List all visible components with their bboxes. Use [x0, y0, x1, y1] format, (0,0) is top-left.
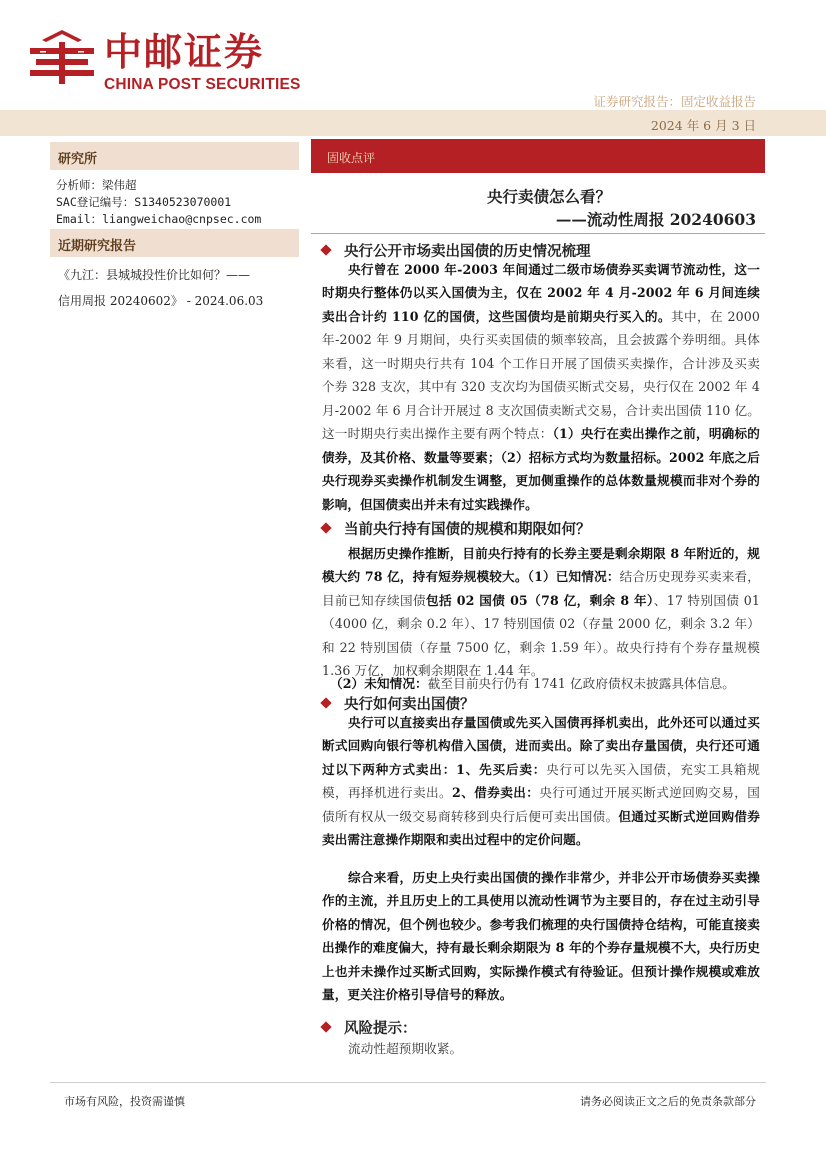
section-bullet-icon	[320, 522, 331, 533]
section-paragraph	[322, 542, 760, 683]
section-heading-text: 当前央行持有国债的规模和期限如何？	[344, 521, 591, 538]
brand-name-chinese: 中邮证券	[104, 30, 265, 74]
emphasis-text: （2）未知情况：	[330, 676, 428, 691]
institute-title: 研究所	[58, 152, 98, 167]
section-heading-text: 央行公开市场卖出国债的历史情况梳理	[344, 243, 591, 260]
section-bullet-icon	[320, 244, 331, 255]
section-heading	[322, 518, 591, 539]
emphasis-text: （1）央行在卖出操作之前，明确标的债券，及其价格、数量等要素；（2）招标方式均为数量招标。2002 年底之后央行现券买卖操作机制发生调整，更加侧重操作的总体数量规模而非对个券的影响，但国债卖出并未有过实践操作。	[322, 426, 760, 512]
body-text: 流动性超预期收紧。	[348, 1041, 463, 1056]
brand-name-english: CHINA POST SECURITIES	[104, 76, 301, 93]
body-text: 、17 特别国债 01（4000 亿，剩余 0.2 年）、17 特别国债 02（存量 2000 亿，剩余 3.2 年）和 22 特别国债（存量 7500 亿，剩余 1.59 年）。故央行持有个券存量规模 1.36 万亿，加权剩余期限在 1.44 年。	[322, 592, 760, 679]
section-bullet-icon	[320, 697, 331, 708]
footer-risk-notice: 市场有风险，投资需谨慎	[64, 1095, 185, 1108]
institute-box	[50, 142, 299, 170]
emphasis-text: 综合来看，历史上央行卖出国债的操作非常少，并非公开市场债券买卖操作的主流，并且历史上的工具使用以流动性调节为主要目的，存在过主动引导价格的情况，但个例也较少。参考我们梳理的央行国债持仓结构，可能直接卖出操作的难度偏大，持有最长剩余期限为 8 年的个券存量规模不大，央行历史上也并未操作过买断式回购，实际操作模式有待验证。但预计操作规模或难放量，更关注价格引导信号的释放。	[322, 870, 760, 1003]
body-text: 央行可以先买入国债，充实工具箱规模，再择机进行卖出。	[322, 761, 760, 801]
report-title: 央行卖债怎么看？	[486, 187, 611, 206]
section-paragraph	[322, 258, 760, 516]
emphasis-text: 央行曾在 2000 年-2003 年间通过二级市场债券买卖调节流动性，这一时期央行整体仍以买入国债为主，仅在 2002 年 4 月-2002 年 6 月间连续卖出合计约 110 亿的国债，这些国债均是前期央行买入的。	[322, 262, 760, 324]
body-text: 央行可通过开展买断式逆回购交易，国债所有权从一级交易商转移到央行后便可卖出国债。	[322, 785, 761, 824]
section-heading-text: 央行如何卖出国债？	[344, 696, 475, 713]
report-type: 证券研究报告：固定收益报告	[593, 94, 756, 109]
emphasis-text: 根据历史操作推断，目前央行持有的长券主要是剩余期限 8 年附近的，规模大约 78 亿，持有短券规模较大。（1）已知情况：	[322, 546, 760, 585]
recent-report-line[interactable]: 《九江：县城城投性价比如何？——	[58, 268, 251, 282]
body-text: 截至目前央行仍有 1741 亿政府债权未披露具体信息。	[427, 676, 735, 691]
sac-number: SAC登记编号：S1340523070001	[56, 195, 232, 209]
recent-reports-title: 近期研究报告	[58, 239, 137, 254]
china-post-logo-icon	[26, 28, 98, 86]
recent-reports-list	[58, 262, 298, 314]
category-label: 固收点评	[327, 151, 376, 165]
footer-divider	[50, 1082, 766, 1083]
section-heading-text: 风险提示：	[344, 1020, 417, 1037]
emphasis-text: 央行可以直接卖出存量国债或先买入国债再择机卖出，此外还可以通过买断式回购向银行等机构借入国债，进而卖出。除了卖出存量国债，央行还可通过以下两种方式卖出：1、先买后卖：	[322, 715, 760, 777]
report-subtitle: ——流动性周报 20240603	[555, 210, 756, 229]
footer-disclaimer: 请务必阅读正文之后的免责条款部分	[580, 1095, 756, 1108]
section-paragraph	[322, 711, 760, 852]
emphasis-text: 2、借券卖出：	[452, 785, 540, 801]
analyst-name: 分析师：梁伟超	[56, 178, 137, 192]
body-text: 其中，在 2000 年-2002 年 9 月期间，央行买卖国债的频率较高，且会披露个券明细。具体来看，这一时期央行共有 104 个工作日开展了国债买卖操作，合计涉及买卖个券 328 支次，其中有 320 支次均为国债买断式交易，央行仅在 2002 年 4 月-2002 年 6 月合计开展过 8 支次国债卖断式交易，合计卖出国债 110 亿。这一时期央行卖出操作主要有两个特点：	[322, 308, 760, 442]
section-paragraph	[322, 672, 760, 695]
emphasis-text: 但通过买断式逆回购借券卖出需注意操作期限和卖出过程中的定价问题。	[322, 808, 760, 848]
category-bar	[311, 139, 765, 173]
report-date: 2024 年 6 月 3 日	[650, 118, 756, 133]
section-paragraph	[322, 866, 760, 1007]
recent-report-line[interactable]: 信用周报 20240602》 - 2024.06.03	[58, 294, 264, 308]
recent-reports-box	[50, 229, 299, 257]
section-heading	[322, 1017, 417, 1038]
body-text: 结合历史现券买卖来看，目前已知存续国债	[322, 569, 761, 608]
analyst-email: Email：liangweichao@cnpsec.com	[56, 212, 262, 226]
emphasis-text: 包括 02 国债 05（78 亿，剩余 8 年）	[425, 592, 654, 608]
section-bullet-icon	[320, 1021, 331, 1032]
section-paragraph	[322, 1037, 760, 1060]
title-divider	[311, 233, 765, 234]
